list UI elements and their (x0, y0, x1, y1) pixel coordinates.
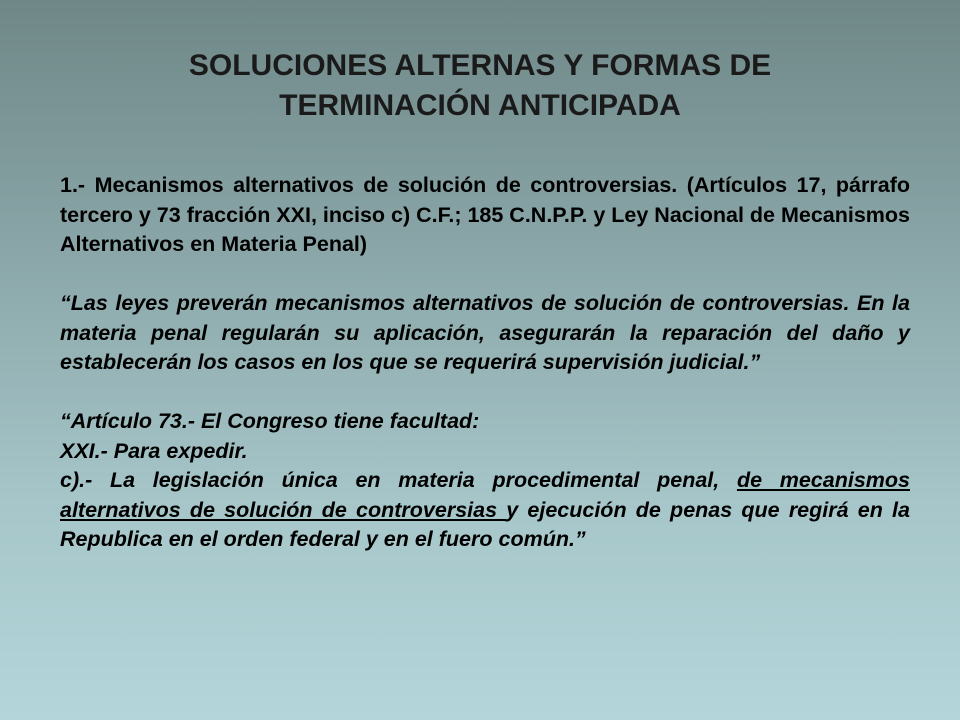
paragraph-mecanismos: 1.- Mecanismos alternativos de solución de controversias. (Artículos 17, párrafo tercero y 73 fracción XXI, inciso c) C.F.; 185 C.N.P.P. y Ley Nacional de Mecanismos Alternativos en Materia Penal) (60, 173, 911, 256)
quote-article-73 (60, 407, 910, 555)
slide-title (60, 46, 900, 126)
title-line-2: TERMINACIÓN ANTICIPADA (279, 89, 681, 122)
inciso-c-end: y ejecución de penas que regirá en la Republica en el orden federal y en el fuero común.” (60, 497, 910, 551)
slide-body (60, 171, 910, 555)
spacer (60, 378, 910, 408)
quote-fraction-xxi: XXI.- Para expedir. (60, 438, 248, 463)
quote-inciso-c (60, 466, 910, 555)
spacer (60, 260, 910, 290)
title-line-1: SOLUCIONES ALTERNAS Y FORMAS DE (188, 49, 772, 82)
quote-article-73-heading: “Artículo 73.- El Congreso tiene facultad: (60, 409, 480, 433)
inciso-c-start: c).- La legislación única en materia procedimental penal, (60, 468, 737, 492)
inciso-c-underlined: de mecanismos alternativos de solución de controversias (60, 468, 910, 522)
quote-article-17: “Las leyes preverán mecanismos alternativos de solución de controversias. En la materia penal regularán su aplicación, asegurarán la reparación del daño y establecerán los casos en los que se requerirá supervisión judicial.” (60, 291, 910, 374)
